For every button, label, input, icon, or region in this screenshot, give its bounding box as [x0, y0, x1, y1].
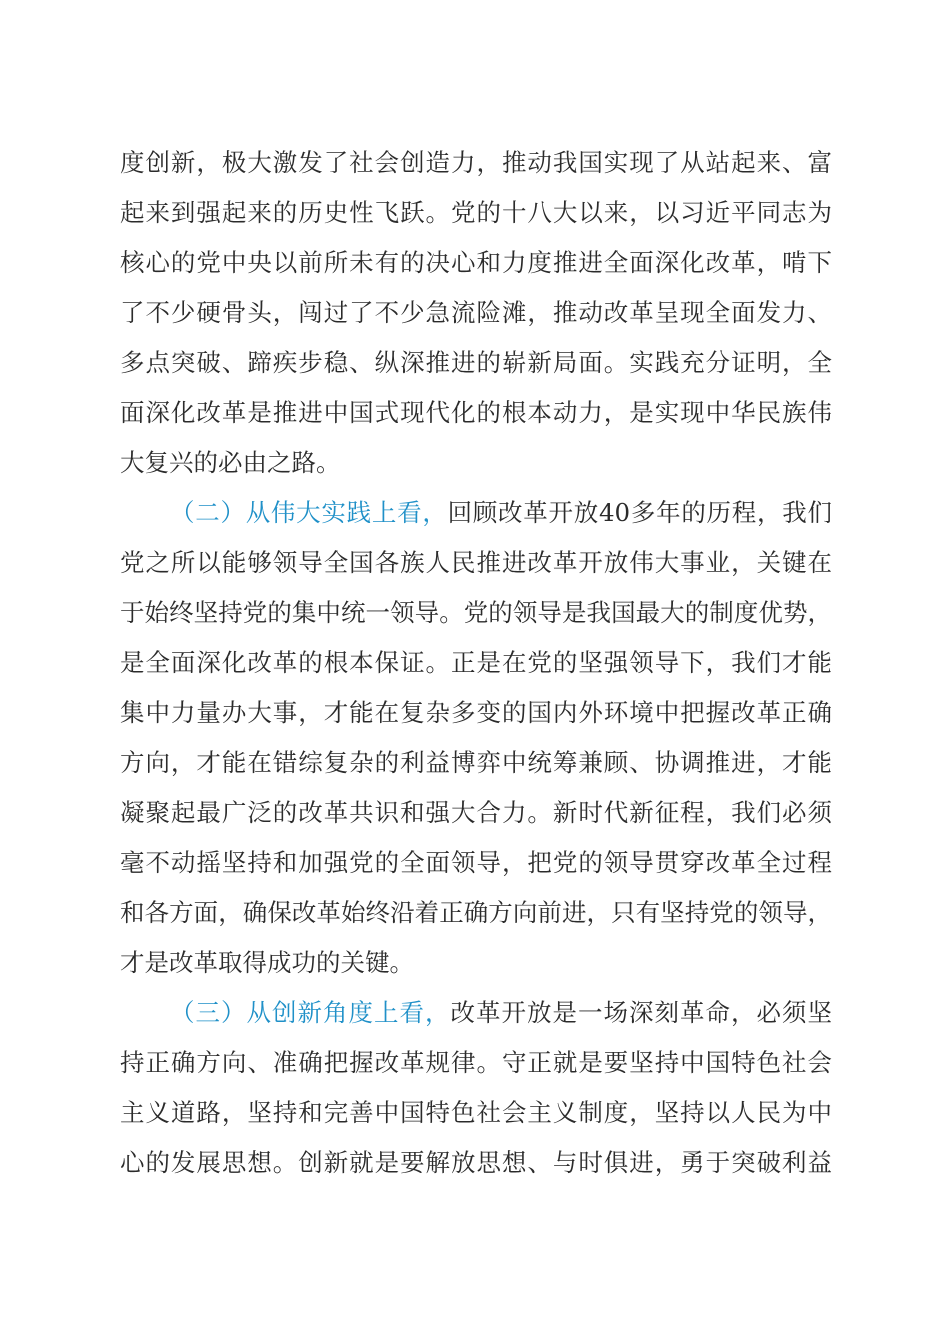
paragraph-line: 党之所以能够领导全国各族人民推进改革开放伟大事业，关键在	[120, 548, 832, 577]
paragraph-line: 是全面深化改革的根本保证。正是在党的坚强领导下，我们才能	[120, 648, 832, 677]
paragraph-line: 和各方面，确保改革始终沿着正确方向前进，只有坚持党的领导，	[120, 898, 832, 927]
paragraph-text: 改革开放是一场深刻革命，必须坚	[450, 998, 832, 1027]
paragraph-line: 大复兴的必由之路。	[120, 448, 341, 477]
paragraph-line: 度创新，极大激发了社会创造力，推动我国实现了从站起来、富	[120, 148, 832, 177]
paragraph-line: 方向，才能在错综复杂的利益博弈中统筹兼顾、协调推进，才能	[120, 748, 832, 777]
paragraph-line: 多点突破、蹄疾步稳、纵深推进的崭新局面。实践充分证明，全	[120, 348, 832, 377]
paragraph-line: 于始终坚持党的集中统一领导。党的领导是我国最大的制度优势，	[120, 598, 832, 627]
section-heading: （三）从创新角度上看，	[170, 998, 451, 1027]
paragraph-line: 才是改革取得成功的关键。	[120, 948, 414, 977]
paragraph-line: 持正确方向、准确把握改革规律。守正就是要坚持中国特色社会	[120, 1048, 832, 1077]
paragraph-line: 凝聚起最广泛的改革共识和强大合力。新时代新征程，我们必须	[120, 798, 832, 827]
paragraph-first-line	[170, 993, 832, 1033]
section-heading: （二）从伟大实践上看，	[170, 498, 448, 527]
paragraph-line: 集中力量办大事，才能在复杂多变的国内外环境中把握改革正确	[120, 698, 832, 727]
paragraph-line: 毫不动摇坚持和加强党的全面领导，把党的领导贯穿改革全过程	[120, 848, 832, 877]
paragraph-line: 了不少硬骨头，闯过了不少急流险滩，推动改革呈现全面发力、	[120, 298, 832, 327]
paragraph-line: 起来到强起来的历史性飞跃。党的十八大以来，以习近平同志为	[120, 198, 832, 227]
paragraph-line: 心的发展思想。创新就是要解放思想、与时俱进，勇于突破利益	[120, 1148, 832, 1177]
paragraph-text: 回顾改革开放40多年的历程，我们	[447, 498, 832, 527]
paragraph-first-line	[170, 493, 832, 533]
paragraph-line: 主义道路，坚持和完善中国特色社会主义制度，坚持以人民为中	[120, 1098, 832, 1127]
paragraph-line: 面深化改革是推进中国式现代化的根本动力，是实现中华民族伟	[120, 398, 832, 427]
paragraph-line: 核心的党中央以前所未有的决心和力度推进全面深化改革，啃下	[120, 248, 832, 277]
